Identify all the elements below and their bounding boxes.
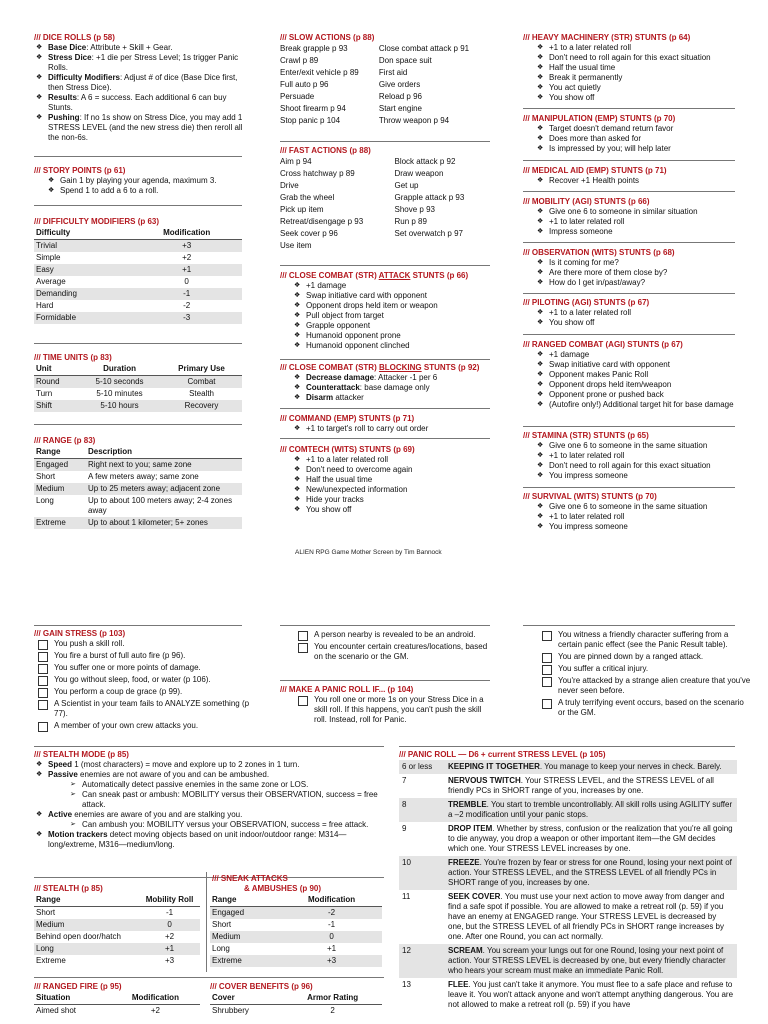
table-row: Stop panic p 104 Throw weapon p 94 — [280, 116, 450, 125]
divider — [523, 293, 735, 294]
divider — [523, 426, 735, 427]
checkbox-item[interactable]: You roll one or more 1s on your Stress Dice in a skill roll. If this happens, you can't push the skill roll. Instead, roll for Panic. — [294, 695, 495, 725]
table-row: Medium Up to 25 meters away; adjacent zone — [34, 483, 242, 495]
list-item: ❖ Recover +1 Health points — [523, 176, 738, 186]
checkbox-item[interactable]: You push a skill roll. — [34, 639, 254, 649]
gain-stress-col3 — [538, 630, 753, 720]
stamina-section — [523, 431, 738, 481]
checkbox-item[interactable]: You go without sleep, food, or water (p 106). — [34, 675, 254, 685]
list-item: ❖ Opponent makes Panic Roll — [523, 370, 738, 380]
list-item: ❖ Swap initiative card with opponent — [523, 360, 738, 370]
table-row: Enter/exit vehicle p 89 First aid — [280, 68, 408, 77]
heavy-machinery-list — [523, 43, 738, 103]
panic-roll-title: /// PANIC ROLL — D6 + current STRESS LEVEL (p 105) — [399, 750, 606, 759]
time-units-title: /// TIME UNITS (p 83) — [34, 353, 112, 362]
table-row: Medium 0 — [210, 931, 382, 943]
list-item: ❖ You show off — [523, 318, 738, 328]
list-item: ❖ Disarm attacker — [280, 393, 495, 403]
time-units-table — [34, 363, 242, 412]
table-row: Shoot firearm p 94 Start engine — [280, 104, 422, 113]
divider — [523, 625, 735, 626]
list-item: ➢ Can sneak past or ambush: MOBILITY versus their OBSERVATION, success = free attack. — [34, 790, 384, 810]
dice-rolls-section — [34, 33, 244, 143]
table-row: 13 FLEE. You just can't take it anymore. You must flee to a safe place and refuse to leave it. You won't attack anyone and won't attempt anything dangerous. You are not allowed to make a retreat roll (p. 59) if you have — [402, 980, 734, 1009]
sneak-title-1: /// SNEAK ATTACKS — [212, 874, 288, 883]
list-item: ❖ Opponent prone or pushed back — [523, 390, 738, 400]
list-item: ❖ Base Dice: Attribute + Skill + Gear. — [34, 43, 244, 53]
table-row: Aim p 94 Block attack p 92 — [280, 157, 456, 166]
divider — [399, 746, 735, 747]
mobility-title: /// MOBILITY (AGI) STUNTS (p 66) — [523, 197, 650, 206]
table-row: Turn 5-10 minutes Stealth — [36, 389, 214, 398]
table-row: 6 or less KEEPING IT TOGETHER. You manage to keep your nerves in check. Barely. — [399, 760, 737, 774]
table-row: Round 5-10 seconds Combat — [34, 376, 242, 389]
divider — [280, 141, 490, 142]
table-row: Retreat/disengage p 93 Run p 89 — [280, 217, 427, 226]
column-header: Modification — [111, 992, 200, 1005]
column-header: Modification — [281, 894, 382, 907]
divider — [523, 160, 735, 161]
gain-stress-list-3 — [538, 630, 753, 718]
table-row: Extreme +3 — [36, 956, 175, 965]
difficulty-table — [34, 227, 242, 324]
checkbox-item[interactable]: You encounter certain creatures/locations, based on the scenario or the GM. — [294, 642, 494, 662]
difficulty-section — [34, 217, 244, 324]
divider — [280, 359, 490, 360]
ranged-fire-title: /// RANGED FIRE (p 95) — [34, 982, 122, 991]
table-row: Full auto p 96 Give orders — [280, 80, 421, 89]
panic-roll-table — [399, 760, 737, 1012]
fast-actions-table — [280, 156, 490, 252]
table-row: Long +1 — [34, 943, 200, 955]
table-row: Long Up to about 100 meters away; 2-4 zones away — [36, 496, 233, 515]
command-section — [280, 414, 495, 434]
list-item: ➢ Automatically detect passive enemies in the same zone or LOS. — [34, 780, 384, 790]
table-row: Hard -2 — [36, 301, 191, 310]
ranged-fire-section — [34, 982, 204, 1017]
column-header: Range — [34, 894, 139, 907]
checkbox-item[interactable]: A Scientist in your team fails to ANALYZE something (p 77). — [34, 699, 254, 719]
divider — [34, 625, 242, 626]
cc-blocking-title: /// CLOSE COMBAT (STR) BLOCKING STUNTS (p 92) — [280, 363, 480, 372]
column-header: Range — [210, 894, 281, 907]
checkbox-item[interactable]: A person nearby is revealed to be an android. — [294, 630, 494, 640]
list-item: ❖ +1 damage — [523, 350, 738, 360]
column-header: Range — [34, 446, 86, 459]
table-row: Cross hatchway p 89 Draw weapon — [280, 169, 444, 178]
cc-blocking-section — [280, 363, 495, 403]
divider — [523, 242, 735, 243]
table-row: 7 NERVOUS TWITCH. Your STRESS LEVEL, and the STRESS LEVEL of all friendly PCs in SHORT range of you, increases by one. — [402, 776, 714, 795]
gain-stress-col2 — [294, 630, 494, 664]
list-item: ❖ Opponent drops held item/weapon — [523, 380, 738, 390]
column-header: Unit — [34, 363, 78, 376]
list-item: ❖ Half the usual time — [280, 475, 495, 485]
table-row: Break grapple p 93 Close combat attack p 91 — [280, 44, 470, 53]
divider — [34, 343, 242, 344]
gain-stress-list-1 — [34, 639, 254, 731]
table-row: Drive Get up — [280, 181, 419, 190]
slow-actions-table — [280, 43, 490, 127]
list-item: ❖ Pull object from target — [280, 311, 495, 321]
list-item: ❖ Speed 1 (most characters) = move and explore up to 2 zones in 1 turn. — [34, 760, 384, 770]
table-row: Engaged -2 — [210, 907, 382, 920]
time-units-section — [34, 353, 244, 412]
list-item: ❖ Passive enemies are not aware of you and can be ambushed. — [34, 770, 384, 780]
list-item: ❖ Humanoid opponent clinched — [280, 341, 495, 351]
table-row: Crawl p 89 Don space suit — [280, 56, 432, 65]
list-item: ❖ Are there more of them close by? — [523, 268, 738, 278]
list-item: ❖ Is impressed by you; will help later — [523, 144, 738, 154]
divider — [280, 680, 490, 681]
story-points-section — [34, 166, 244, 196]
survival-section — [523, 492, 738, 532]
list-item: ❖ Target doesn't demand return favor — [523, 124, 738, 134]
table-row: Pick up item Shove p 93 — [280, 205, 435, 214]
column-header: Mobility Roll — [139, 894, 200, 907]
story-points-list — [34, 176, 244, 196]
table-row: Shrubbery 2 — [212, 1006, 335, 1015]
checkbox-item[interactable]: A member of your own crew attacks you. — [34, 721, 254, 731]
heavy-machinery-title: /// HEAVY MACHINERY (STR) STUNTS (p 64) — [523, 33, 691, 42]
stamina-title: /// STAMINA (STR) STUNTS (p 65) — [523, 431, 649, 440]
divider — [523, 487, 735, 488]
panic-if-section — [280, 685, 495, 727]
table-row: 12 SCREAM. You scream your lungs out for one Round, losing your next point of action. Your STRESS LEVEL is decreased by one, but every friendly character who hears your scream must make an immediate Panic Roll. — [399, 944, 737, 978]
stealth-passive-sub — [34, 780, 384, 810]
table-row: Extreme +3 — [210, 955, 382, 967]
mobility-section — [523, 197, 738, 237]
observation-list — [523, 258, 738, 288]
divider — [34, 156, 242, 157]
cc-attack-section — [280, 271, 495, 351]
checkbox-item[interactable]: You're attacked by a strange alien creature that you've never seen before. — [538, 676, 753, 696]
dice-rolls-list — [34, 43, 244, 143]
checkbox-item[interactable]: You are pinned down by a ranged attack. — [538, 652, 753, 662]
slow-actions-section — [280, 33, 490, 127]
list-item: ❖ Motion trackers detect moving objects based on unit indoor/outdoor range: M314—long/extreme, M316—medium/long. — [34, 830, 384, 850]
list-item: ❖ Give one 6 to someone in the same situation — [523, 502, 738, 512]
medical-aid-title: /// MEDICAL AID (EMP) STUNTS (p 71) — [523, 166, 667, 175]
list-item: ❖ Impress someone — [523, 227, 738, 237]
manipulation-title: /// MANIPULATION (EMP) STUNTS (p 70) — [523, 114, 676, 123]
list-item: ❖ You impress someone — [523, 522, 738, 532]
checkbox-item[interactable]: A truly terrifying event occurs, based on the scenario or the GM. — [538, 698, 753, 718]
fast-actions-title: /// FAST ACTIONS (p 88) — [280, 146, 371, 155]
table-row: Aimed shot +2 — [36, 1006, 160, 1015]
table-row: Demanding -1 — [34, 288, 242, 300]
divider — [523, 334, 735, 335]
column-header: Description — [86, 446, 242, 459]
list-item: ❖ Spend 1 to add a 6 to a roll. — [34, 186, 244, 196]
story-points-title: /// STORY POINTS (p 61) — [34, 166, 126, 175]
table-row: Simple +2 — [36, 253, 192, 262]
checkbox-item[interactable]: You fire a burst of full auto fire (p 96). — [34, 651, 254, 661]
list-item: ❖ +1 to target's roll to carry out order — [280, 424, 495, 434]
divider — [34, 424, 242, 425]
piloting-list — [523, 308, 738, 328]
list-item: ❖ Swap initiative card with opponent — [280, 291, 495, 301]
piloting-title: /// PILOTING (AGI) STUNTS (p 67) — [523, 298, 650, 307]
survival-list — [523, 502, 738, 532]
observation-title: /// OBSERVATION (WITS) STUNTS (p 68) — [523, 248, 675, 257]
list-item: ❖ +1 to a later related roll — [280, 455, 495, 465]
stealth-mode-title: /// STEALTH MODE (p 85) — [34, 750, 129, 759]
list-item: ❖ Hide your tracks — [280, 495, 495, 505]
range-table — [34, 446, 242, 529]
divider — [523, 191, 735, 192]
gain-stress-list-2 — [294, 630, 494, 662]
column-header: Situation — [34, 992, 111, 1005]
table-row: Medium 0 — [34, 919, 200, 931]
table-row: Easy +1 — [34, 264, 242, 276]
checkbox-item[interactable]: You suffer one or more points of damage. — [34, 663, 254, 673]
table-row: 9 DROP ITEM. Whether by stress, confusion or the realization that you're all going to die anyway, you drop a weapon or other important item—the GM decides which one. Your STRESS LEVEL increases by one. — [402, 824, 733, 853]
observation-section — [523, 248, 738, 288]
list-item: ❖ +1 to later related roll — [523, 217, 738, 227]
cc-attack-list — [280, 281, 495, 351]
panic-if-title: /// MAKE A PANIC ROLL IF... (p 104) — [280, 685, 414, 694]
column-header: Primary Use — [161, 363, 242, 376]
table-row: Average 0 — [36, 277, 189, 286]
list-item: ❖ Break it permanently — [523, 73, 738, 83]
table-row: Short -1 — [212, 920, 336, 929]
list-item: ❖ +1 to later related roll — [523, 512, 738, 522]
table-row: Use item — [280, 241, 312, 250]
list-item: ❖ +1 to later related roll — [523, 451, 738, 461]
checkbox-item[interactable]: You witness a friendly character suffering from a certain panic effect (see the Panic Result table). — [538, 630, 753, 650]
stealth-title: /// STEALTH (p 85) — [34, 884, 103, 893]
stealth-mode-section — [34, 750, 384, 850]
list-item: ❖ Counterattack: base damage only — [280, 383, 495, 393]
comtech-list — [280, 455, 495, 515]
list-item: ❖ Results: A 6 = success. Each additional 6 can buy Stunts. — [34, 93, 244, 113]
column-header: Difficulty — [34, 227, 131, 240]
list-item: ❖ Humanoid opponent prone — [280, 331, 495, 341]
command-title: /// COMMAND (EMP) STUNTS (p 71) — [280, 414, 415, 423]
stealth-section — [34, 882, 204, 967]
checkbox-item[interactable]: You suffer a critical injury. — [538, 664, 753, 674]
table-row: Trivial +3 — [34, 240, 242, 253]
list-item: ❖ Grapple opponent — [280, 321, 495, 331]
heavy-machinery-section — [523, 33, 738, 103]
divider — [280, 408, 490, 409]
divider — [523, 108, 735, 109]
list-item: ❖ +1 to a later related roll — [523, 308, 738, 318]
column-header: Cover — [210, 992, 283, 1005]
table-row: Formidable -3 — [34, 312, 242, 324]
divider — [280, 438, 490, 439]
survival-title: /// SURVIVAL (WITS) STUNTS (p 70) — [523, 492, 657, 501]
list-item: ➢ Can ambush you: MOBILITY versus your OBSERVATION, success = free attack. — [34, 820, 384, 830]
divider — [34, 205, 242, 206]
table-row: Extreme Up to about 1 kilometer; 5+ zones — [34, 517, 242, 529]
table-row: Behind open door/hatch +2 — [36, 932, 175, 941]
panic-if-list — [280, 695, 495, 725]
sneak-table — [210, 894, 382, 967]
gain-stress-col1 — [34, 629, 254, 733]
table-row: Engaged Right next to you; same zone — [34, 459, 242, 472]
comtech-title: /// COMTECH (WITS) STUNTS (p 69) — [280, 445, 415, 454]
list-item: ❖ Opponent drops held item or weapon — [280, 301, 495, 311]
stealth-active-sub — [34, 820, 384, 830]
fast-actions-section — [280, 146, 490, 252]
table-row: Shift 5-10 hours Recovery — [34, 400, 242, 412]
panic-roll-section — [399, 750, 737, 1012]
list-item: ❖ You act quietly — [523, 83, 738, 93]
divider — [34, 746, 384, 747]
list-item: ❖ Don't need to overcome again — [280, 465, 495, 475]
list-item: ❖ Give one 6 to someone in the same situation — [523, 441, 738, 451]
table-row: 10 FREEZE. You're frozen by fear or stress for one Round, losing your next point of action. Your STRESS LEVEL, and the STRESS LEVEL of all friendly PCs in SHORT range of you, increases by one. — [399, 856, 737, 890]
range-section — [34, 436, 244, 529]
stamina-list — [523, 441, 738, 481]
list-item: ❖ Half the usual time — [523, 63, 738, 73]
list-item: ❖ Difficulty Modifiers: Adjust # of dice (Base Dice first, then Stress Dice). — [34, 73, 244, 93]
sneak-title-2: & AMBUSHES (p 90) — [244, 884, 322, 893]
slow-actions-title: /// SLOW ACTIONS (p 88) — [280, 33, 375, 42]
cover-title: /// COVER BENEFITS (p 96) — [210, 982, 313, 991]
divider — [34, 977, 384, 978]
list-item: ❖ Don't need to roll again for this exact situation — [523, 461, 738, 471]
list-item: ❖ Stress Dice: +1 die per Stress Level; 1s trigger Panic Rolls. — [34, 53, 244, 73]
checkbox-item[interactable]: You perform a coup de grace (p 99). — [34, 687, 254, 697]
dice-rolls-title: /// DICE ROLLS (p 58) — [34, 33, 115, 42]
table-row: 11 SEEK COVER. You must use your next action to move away from danger and find a safe spot if possible. You are allowed to make a retreat roll (p. 59) if you have an enemy at ENGAGED range. Your STRESS LEVEL is decreased by one, but the STRESS LEVEL of all friendly PCs in SHORT range increases by one. After one Round, you can act normally. — [402, 892, 725, 941]
list-item: ❖ Gain 1 by playing your agenda, maximum 3. — [34, 176, 244, 186]
divider — [280, 265, 490, 266]
list-item: ❖ You show off — [280, 505, 495, 515]
table-row: Persuade Reload p 96 — [280, 92, 423, 101]
list-item: ❖ Give one 6 to someone in similar situation — [523, 207, 738, 217]
table-row: Grab the wheel Grapple attack p 93 — [280, 193, 465, 202]
list-item: ❖ Decrease damage: Attacker -1 per 6 — [280, 373, 495, 383]
difficulty-title: /// DIFFICULTY MODIFIERS (p 63) — [34, 217, 160, 226]
range-title: /// RANGE (p 83) — [34, 436, 96, 445]
ranged-combat-list — [523, 350, 738, 410]
sneak-attacks-section — [210, 874, 385, 967]
table-row: Long +1 — [212, 944, 337, 953]
list-item: ❖ +1 damage — [280, 281, 495, 291]
divider — [280, 625, 490, 626]
cover-table — [210, 992, 382, 1017]
table-row: Short -1 — [36, 908, 174, 917]
list-item: ❖ Don't need to roll again for this exact situation — [523, 53, 738, 63]
footer-credit: ALIEN RPG Game Mother Screen by Tim Bannock — [295, 549, 442, 556]
column-header: Armor Rating — [283, 992, 382, 1005]
manipulation-section — [523, 114, 738, 154]
table-row: Seek cover p 96 Set overwatch p 97 — [280, 229, 463, 238]
table-row: Short A few meters away; same zone — [36, 472, 199, 481]
ranged-combat-section — [523, 340, 738, 410]
list-item: ❖ How do I get in/past/away? — [523, 278, 738, 288]
list-item: ❖ (Autofire only!) Additional target hit for base damage — [523, 400, 738, 410]
list-item: ❖ +1 to a later related roll — [523, 43, 738, 53]
command-list — [280, 424, 495, 434]
cc-blocking-list — [280, 373, 495, 403]
medical-aid-section — [523, 166, 738, 186]
list-item: ❖ You impress someone — [523, 471, 738, 481]
cc-attack-title: /// CLOSE COMBAT (STR) ATTACK STUNTS (p 66) — [280, 271, 469, 280]
ranged-combat-title: /// RANGED COMBAT (AGI) STUNTS (p 67) — [523, 340, 683, 349]
list-item: ❖ Active enemies are aware of you and are stalking you. — [34, 810, 384, 820]
stealth-table — [34, 894, 200, 967]
ranged-fire-table — [34, 992, 200, 1017]
list-item: ❖ Is it coming for me? — [523, 258, 738, 268]
gain-stress-title: /// GAIN STRESS (p 103) — [34, 629, 126, 638]
comtech-section — [280, 445, 495, 515]
table-row: 8 TREMBLE. You start to tremble uncontrollably. All skill rolls using AGILITY suffer a –2 modification until your panic stops. — [399, 798, 737, 822]
column-header: Duration — [78, 363, 161, 376]
list-item: ❖ Does more than asked for — [523, 134, 738, 144]
piloting-section — [523, 298, 738, 328]
list-item: ❖ You show off — [523, 93, 738, 103]
manipulation-list — [523, 124, 738, 154]
column-header: Modification — [131, 227, 242, 240]
stealth-mode-list — [34, 760, 384, 780]
list-item: ❖ Pushing: If no 1s show on Stress Dice, you may add 1 STRESS LEVEL (and the new stress die) then reroll all the non-6s. — [34, 113, 244, 143]
mobility-list — [523, 207, 738, 237]
cover-section — [210, 982, 385, 1017]
list-item: ❖ New/unexpected information — [280, 485, 495, 495]
vertical-divider — [206, 872, 208, 972]
medical-aid-list — [523, 176, 738, 186]
